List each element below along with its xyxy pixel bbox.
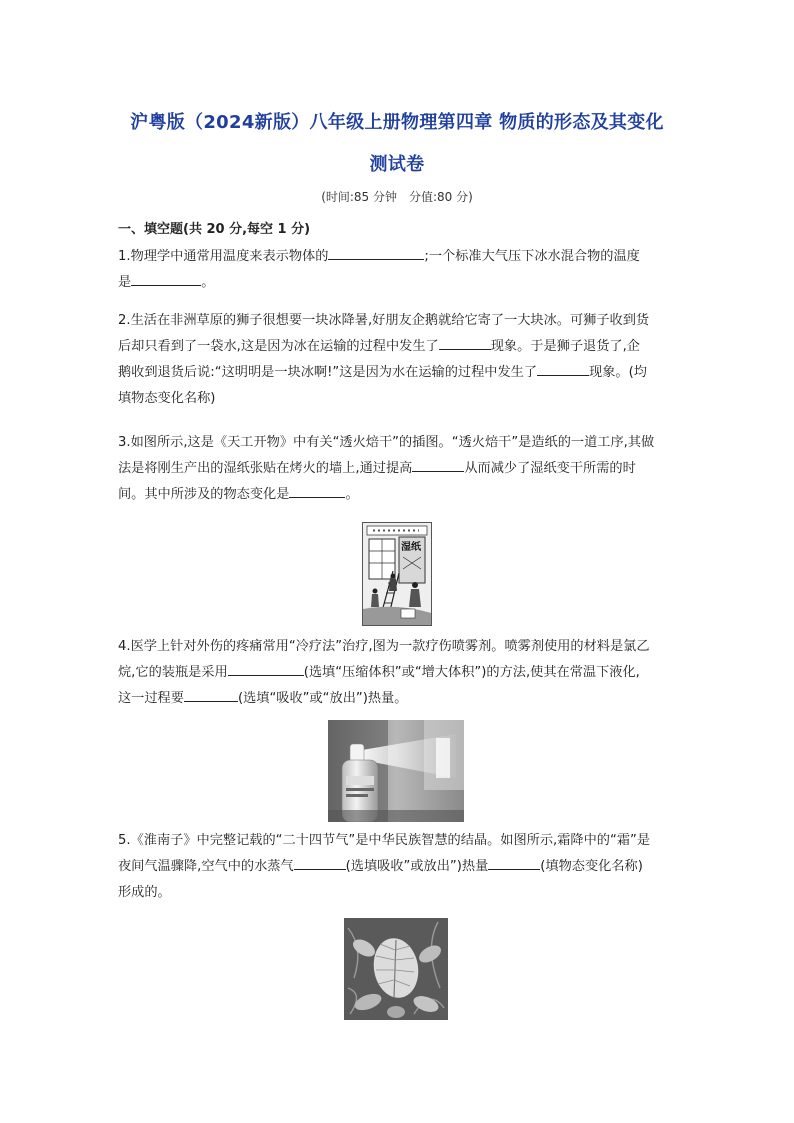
woodcut-caption: 湿纸 xyxy=(401,542,421,553)
q4-line-3 xyxy=(118,686,678,712)
q3-text: 间。其中所涉及的物态变化是 xyxy=(118,487,290,502)
spray-photo xyxy=(328,720,464,822)
answer-blank[interactable] xyxy=(537,360,589,376)
q3-line-2 xyxy=(118,456,678,482)
question-1 xyxy=(118,244,678,296)
section-heading: 一、填空题(共 20 分,每空 1 分) xyxy=(118,222,311,237)
q5-text: 夜间气温骤降,空气中的水蒸气 xyxy=(118,859,294,874)
frost-photo xyxy=(344,918,448,1020)
q2-line-1: 2.生活在非洲草原的狮子很想要一块冰降暑,好朋友企鹅就给它寄了一大块冰。可狮子收到货 xyxy=(118,313,650,328)
q2-line-4: 填物态变化名称) xyxy=(118,391,216,406)
woodcut-illustration xyxy=(362,522,432,626)
q2-line-3 xyxy=(118,360,678,386)
q3-text: 。 xyxy=(345,487,359,502)
answer-blank[interactable] xyxy=(131,270,201,286)
answer-blank[interactable] xyxy=(439,334,491,350)
q3-line-3 xyxy=(118,482,678,508)
q4-line-1: 4.医学上针对外伤的疼痛常用“冷疗法”治疗,图为一款疗伤喷雾剂。喷雾剂使用的材料是氯乙 xyxy=(118,639,650,654)
q5-line-3: 形成的。 xyxy=(118,885,171,900)
q5-text: (填物态变化名称) xyxy=(540,859,643,874)
q5-line-1: 5.《淮南子》中完整记载的“二十四节气”是中华民族智慧的结晶。如图所示,霜降中的“霜”是 xyxy=(118,833,651,848)
question-4 xyxy=(118,634,678,712)
question-2 xyxy=(118,308,678,412)
frost-drawing xyxy=(344,918,448,1020)
exam-meta: (时间:85 分钟 分值:80 分) xyxy=(321,190,473,204)
answer-blank[interactable] xyxy=(289,482,345,498)
q5-text: (选填吸收”或放出”)热量 xyxy=(345,859,489,874)
q4-text: (选填“压缩体积”或“增大体积”)的方法,使其在常温下液化, xyxy=(303,665,640,680)
answer-blank[interactable] xyxy=(488,854,540,870)
q4-text: 这一过程要 xyxy=(118,691,184,706)
q3-line-1: 3.如图所示,这是《天工开物》中有关“透火焙干”的插图。“透火焙干”是造纸的一道工序,其做 xyxy=(118,435,655,450)
document-title: 沪粤版（2024新版）八年级上册物理第四章 物质的形态及其变化 xyxy=(130,112,664,133)
question-3 xyxy=(118,430,678,508)
q1-text: 1.物理学中通常用温度来表示物体的 xyxy=(118,249,329,264)
q2-text: 后却只看到了一袋水,这是因为冰在运输的过程中发生了 xyxy=(118,339,439,354)
q1-text: 是 xyxy=(118,275,132,290)
q1-text: 。 xyxy=(201,275,215,290)
answer-blank[interactable] xyxy=(294,854,346,870)
q2-text: 鹅收到退货后说:“这明明是一块冰啊!”这是因为水在运输的过程中发生了 xyxy=(118,365,538,380)
document-title-line2: 测试卷 xyxy=(369,154,425,175)
q1-line-1 xyxy=(118,244,678,270)
q4-line-2 xyxy=(118,660,678,686)
q1-line-2 xyxy=(118,270,678,296)
q1-text: ;一个标准大气压下冰水混合物的温度 xyxy=(424,249,640,264)
q2-line-2 xyxy=(118,334,678,360)
q3-text: 从而减少了湿纸变干所需的时 xyxy=(464,461,636,476)
answer-blank[interactable] xyxy=(228,660,304,676)
q2-text: 现象。于是狮子退货了,企 xyxy=(490,339,640,354)
q4-text: 烷,它的装瓶是采用 xyxy=(118,665,228,680)
answer-blank[interactable] xyxy=(184,686,238,702)
q5-line-2 xyxy=(118,854,678,880)
q3-text: 法是将刚生产出的湿纸张贴在烤火的墙上,通过提高 xyxy=(118,461,413,476)
question-5 xyxy=(118,828,678,906)
spray-drawing xyxy=(328,720,464,822)
q2-text: 现象。(均 xyxy=(589,365,647,380)
answer-blank[interactable] xyxy=(328,244,424,260)
q4-text: (选填“吸收”或“放出”)热量。 xyxy=(237,691,408,706)
answer-blank[interactable] xyxy=(412,456,464,472)
